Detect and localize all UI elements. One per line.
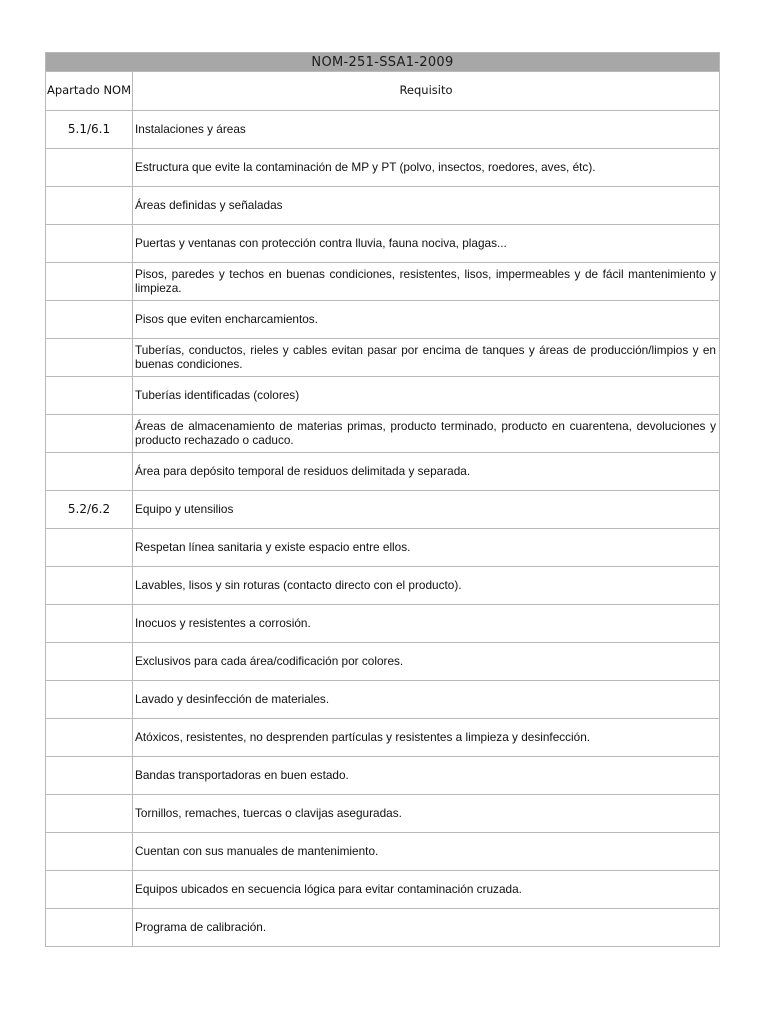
table-row (46, 225, 720, 263)
requisito-cell: Respetan línea sanitaria y existe espacio entre ellos. (133, 529, 720, 567)
table-row (46, 377, 720, 415)
table-row (46, 871, 720, 909)
table-row (46, 567, 720, 605)
table-row (46, 681, 720, 719)
title-row (46, 53, 720, 72)
requisito-cell: Pisos que eviten encharcamientos. (133, 301, 720, 339)
requisito-cell: Instalaciones y áreas (133, 111, 720, 149)
table-row (46, 719, 720, 757)
table-row (46, 909, 720, 947)
requisito-cell: Equipos ubicados en secuencia lógica para evitar contaminación cruzada. (133, 871, 720, 909)
apartado-cell (46, 339, 133, 377)
apartado-cell (46, 377, 133, 415)
apartado-cell: 5.1/6.1 (46, 111, 133, 149)
table-row (46, 605, 720, 643)
apartado-cell (46, 681, 133, 719)
apartado-cell (46, 149, 133, 187)
requisito-cell: Inocuos y resistentes a corrosión. (133, 605, 720, 643)
apartado-cell (46, 415, 133, 453)
header-row (46, 72, 720, 111)
table-row (46, 453, 720, 491)
table-row (46, 643, 720, 681)
table-row (46, 529, 720, 567)
table-row (46, 757, 720, 795)
apartado-cell (46, 225, 133, 263)
apartado-cell (46, 453, 133, 491)
requisito-cell: Áreas de almacenamiento de materias primas, producto terminado, producto en cuarentena, devoluciones y producto rechazado o caduco. (133, 415, 720, 453)
table-row (46, 339, 720, 377)
header-requisito: Requisito (133, 72, 720, 111)
table-row (46, 301, 720, 339)
requisito-cell: Programa de calibración. (133, 909, 720, 947)
table-row (46, 833, 720, 871)
apartado-cell (46, 833, 133, 871)
requisito-cell: Lavado y desinfección de materiales. (133, 681, 720, 719)
apartado-cell (46, 719, 133, 757)
apartado-cell (46, 263, 133, 301)
requisito-cell: Área para depósito temporal de residuos delimitada y separada. (133, 453, 720, 491)
requisito-cell: Exclusivos para cada área/codificación por colores. (133, 643, 720, 681)
table-row (46, 795, 720, 833)
apartado-cell (46, 567, 133, 605)
apartado-cell (46, 795, 133, 833)
table-row (46, 111, 720, 149)
requisito-cell: Puertas y ventanas con protección contra lluvia, fauna nociva, plagas... (133, 225, 720, 263)
apartado-cell (46, 605, 133, 643)
requisito-cell: Tuberías, conductos, rieles y cables evitan pasar por encima de tanques y áreas de producción/limpios y en buenas condiciones. (133, 339, 720, 377)
apartado-cell (46, 529, 133, 567)
apartado-cell (46, 871, 133, 909)
requisito-cell: Atóxicos, resistentes, no desprenden partículas y resistentes a limpieza y desinfección. (133, 719, 720, 757)
requisito-cell: Tuberías identificadas (colores) (133, 377, 720, 415)
table-title: NOM-251-SSA1-2009 (46, 53, 720, 72)
requisito-cell: Estructura que evite la contaminación de MP y PT (polvo, insectos, roedores, aves, étc). (133, 149, 720, 187)
table-row (46, 415, 720, 453)
table-row (46, 491, 720, 529)
requisito-cell: Bandas transportadoras en buen estado. (133, 757, 720, 795)
header-apartado: Apartado NOM (46, 72, 133, 111)
requisito-cell: Pisos, paredes y techos en buenas condiciones, resistentes, lisos, impermeables y de fácil mantenimiento y limpieza. (133, 263, 720, 301)
apartado-cell (46, 909, 133, 947)
apartado-cell (46, 301, 133, 339)
apartado-cell (46, 757, 133, 795)
table-row (46, 187, 720, 225)
apartado-cell (46, 187, 133, 225)
requisito-cell: Áreas definidas y señaladas (133, 187, 720, 225)
apartado-cell (46, 643, 133, 681)
requirements-table (45, 52, 720, 947)
requisito-cell: Equipo y utensilios (133, 491, 720, 529)
requisito-cell: Lavables, lisos y sin roturas (contacto directo con el producto). (133, 567, 720, 605)
table-row (46, 149, 720, 187)
table-row (46, 263, 720, 301)
requisito-cell: Cuentan con sus manuales de mantenimiento. (133, 833, 720, 871)
requisito-cell: Tornillos, remaches, tuercas o clavijas aseguradas. (133, 795, 720, 833)
apartado-cell: 5.2/6.2 (46, 491, 133, 529)
